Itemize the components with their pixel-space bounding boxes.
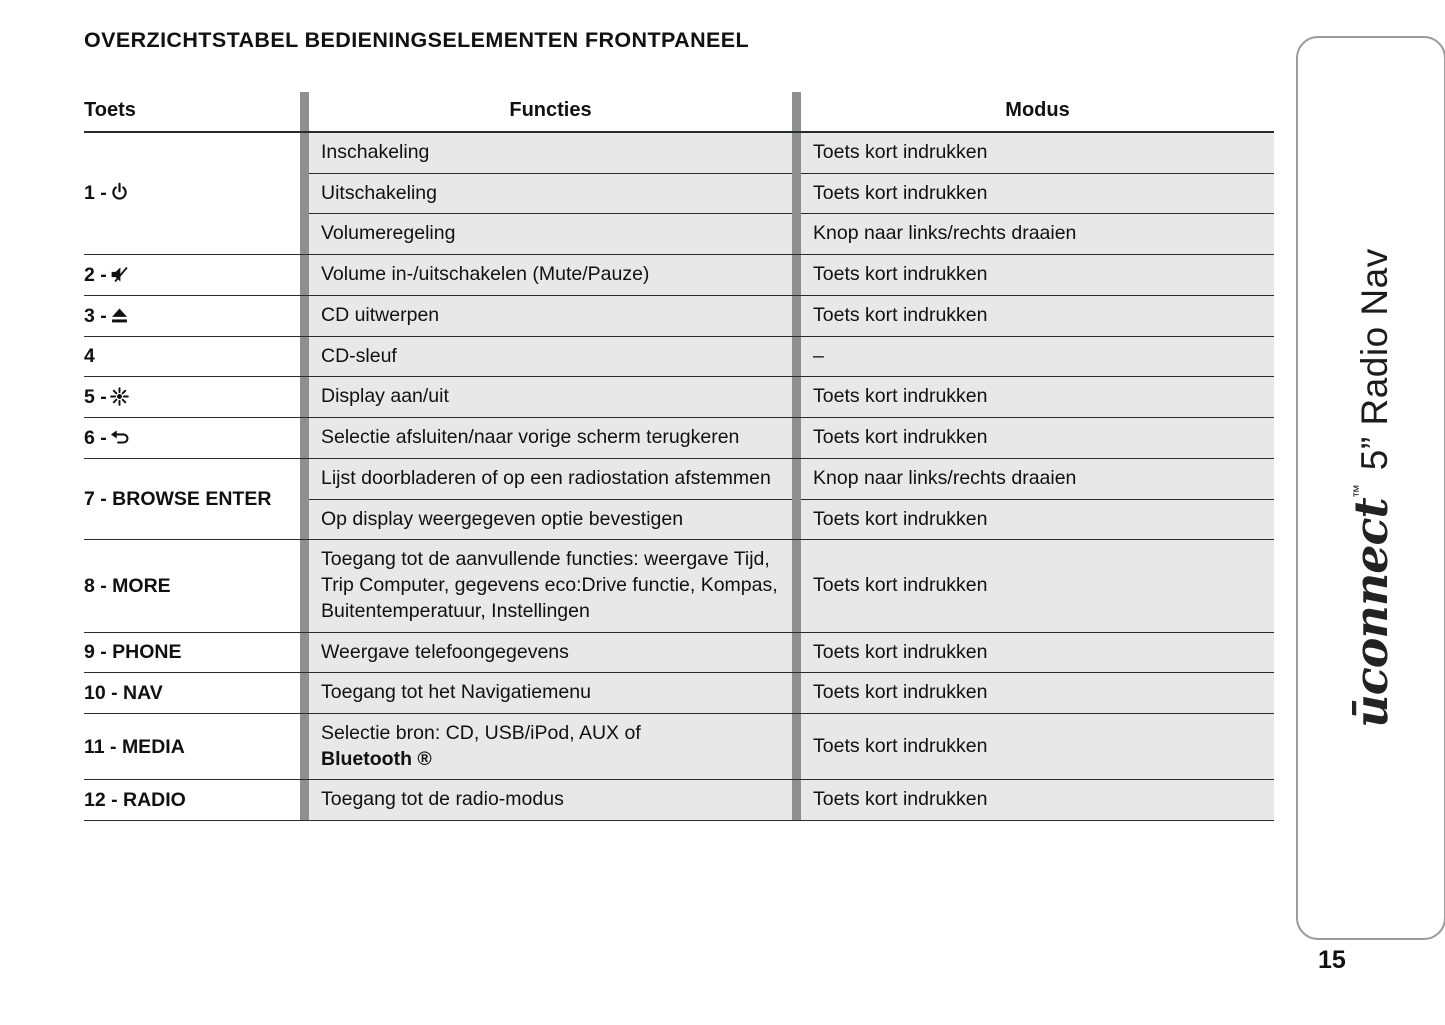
function-cell: Op display weergegeven optie bevestigen <box>309 499 792 540</box>
table-row-group <box>84 336 1274 377</box>
key-cell: 9 - PHONE <box>84 632 300 673</box>
column-separator <box>300 295 309 336</box>
column-separator <box>792 673 801 714</box>
function-cell: Volumeregeling <box>309 214 792 255</box>
table-row-group <box>84 132 1274 255</box>
column-separator <box>300 632 309 673</box>
page-title: OVERZICHTSTABEL BEDIENINGSELEMENTEN FRONTPANEEL <box>84 28 750 52</box>
table-row-group <box>84 540 1274 632</box>
column-separator <box>792 714 801 780</box>
table-row <box>84 780 1274 821</box>
table-row <box>84 714 1274 780</box>
key-cell: 1 - <box>84 132 300 255</box>
column-separator <box>792 132 801 255</box>
function-cell: Selectie afsluiten/naar vorige scherm terugkeren <box>309 418 792 459</box>
vertical-brand-text <box>1344 248 1398 727</box>
table-row <box>84 377 1274 418</box>
table-row-group <box>84 714 1274 780</box>
mode-cell: Toets kort indrukken <box>801 173 1274 214</box>
column-separator <box>792 780 801 821</box>
column-separator <box>300 336 309 377</box>
column-separator <box>300 714 309 780</box>
column-header-toets: Toets <box>84 92 300 132</box>
back-arrow-icon <box>109 427 130 448</box>
table-row-group <box>84 673 1274 714</box>
column-separator <box>300 780 309 821</box>
table-row-group <box>84 632 1274 673</box>
table-row <box>84 458 1274 499</box>
mode-cell: Toets kort indrukken <box>801 418 1274 459</box>
column-separator <box>792 540 801 632</box>
mode-cell: Toets kort indrukken <box>801 780 1274 821</box>
column-separator <box>792 418 801 459</box>
table-row <box>84 132 1274 173</box>
trademark-symbol: ™ <box>1350 484 1366 499</box>
mode-cell: Toets kort indrukken <box>801 714 1274 780</box>
mode-cell: – <box>801 336 1274 377</box>
column-separator <box>300 132 309 255</box>
mode-cell: Toets kort indrukken <box>801 632 1274 673</box>
key-cell: 12 - RADIO <box>84 780 300 821</box>
mode-cell: Knop naar links/rechts draaien <box>801 458 1274 499</box>
column-separator <box>300 418 309 459</box>
column-separator <box>300 673 309 714</box>
key-cell: 11 - MEDIA <box>84 714 300 780</box>
eject-icon <box>109 305 130 326</box>
product-name: 5” Radio Nav <box>1354 248 1395 471</box>
key-cell: 7 - BROWSE ENTER <box>84 458 300 539</box>
column-header-functies: Functies <box>309 92 792 132</box>
mode-cell: Knop naar links/rechts draaien <box>801 214 1274 255</box>
mode-cell: Toets kort indrukken <box>801 377 1274 418</box>
column-separator <box>792 295 801 336</box>
table-row <box>84 295 1274 336</box>
controls-table <box>84 92 1274 821</box>
power-icon <box>109 182 130 203</box>
column-header-modus: Modus <box>801 92 1274 132</box>
mode-cell: Toets kort indrukken <box>801 540 1274 632</box>
side-tab <box>1296 36 1445 940</box>
table-row-group <box>84 458 1274 539</box>
column-separator <box>792 632 801 673</box>
function-cell: Volume in-/uitschakelen (Mute/Pauze) <box>309 255 792 296</box>
function-cell: Display aan/uit <box>309 377 792 418</box>
column-separator <box>792 92 801 132</box>
function-cell: Toegang tot de radio-modus <box>309 780 792 821</box>
mode-cell: Toets kort indrukken <box>801 132 1274 173</box>
column-separator <box>792 336 801 377</box>
key-cell: 3 - <box>84 295 300 336</box>
mode-cell: Toets kort indrukken <box>801 673 1274 714</box>
key-cell: 10 - NAV <box>84 673 300 714</box>
function-cell: Uitschakeling <box>309 173 792 214</box>
table-row <box>84 632 1274 673</box>
mute-icon <box>109 264 130 285</box>
table-row <box>84 540 1274 632</box>
function-cell: Lijst doorbladeren of op een radiostation afstemmen <box>309 458 792 499</box>
column-separator <box>792 377 801 418</box>
table-row-group <box>84 418 1274 459</box>
column-separator <box>792 255 801 296</box>
column-separator <box>300 255 309 296</box>
table-header-row <box>84 92 1274 132</box>
key-cell: 4 <box>84 336 300 377</box>
function-cell: CD uitwerpen <box>309 295 792 336</box>
key-cell: 2 - <box>84 255 300 296</box>
key-cell: 5 - <box>84 377 300 418</box>
key-cell: 6 - <box>84 418 300 459</box>
page-number: 15 <box>1318 946 1346 974</box>
column-separator <box>300 92 309 132</box>
column-separator <box>300 540 309 632</box>
function-cell: Toegang tot de aanvullende functies: weergave Tijd, Trip Computer, gegevens eco:Drive functie, Kompas, Buitentemperatuur, Instellingen <box>309 540 792 632</box>
table-row-group <box>84 295 1274 336</box>
column-separator <box>300 458 309 539</box>
table-row <box>84 336 1274 377</box>
mode-cell: Toets kort indrukken <box>801 255 1274 296</box>
display-brightness-icon <box>109 386 130 407</box>
bluetooth-label: Bluetooth ® <box>321 747 432 770</box>
function-cell: Inschakeling <box>309 132 792 173</box>
column-separator <box>300 377 309 418</box>
column-separator <box>792 458 801 539</box>
table-row-group <box>84 780 1274 821</box>
mode-cell: Toets kort indrukken <box>801 499 1274 540</box>
function-cell: Selectie bron: CD, USB/iPod, AUX of Bluetooth ® <box>309 714 792 780</box>
mode-cell: Toets kort indrukken <box>801 295 1274 336</box>
table-row <box>84 255 1274 296</box>
key-cell: 8 - MORE <box>84 540 300 632</box>
uconnect-logo: ūconnect <box>1344 498 1398 728</box>
table-row <box>84 418 1274 459</box>
function-cell: Toegang tot het Navigatiemenu <box>309 673 792 714</box>
function-cell: Weergave telefoongegevens <box>309 632 792 673</box>
table-row-group <box>84 255 1274 296</box>
function-cell: CD-sleuf <box>309 336 792 377</box>
table-row <box>84 673 1274 714</box>
table-row-group <box>84 377 1274 418</box>
